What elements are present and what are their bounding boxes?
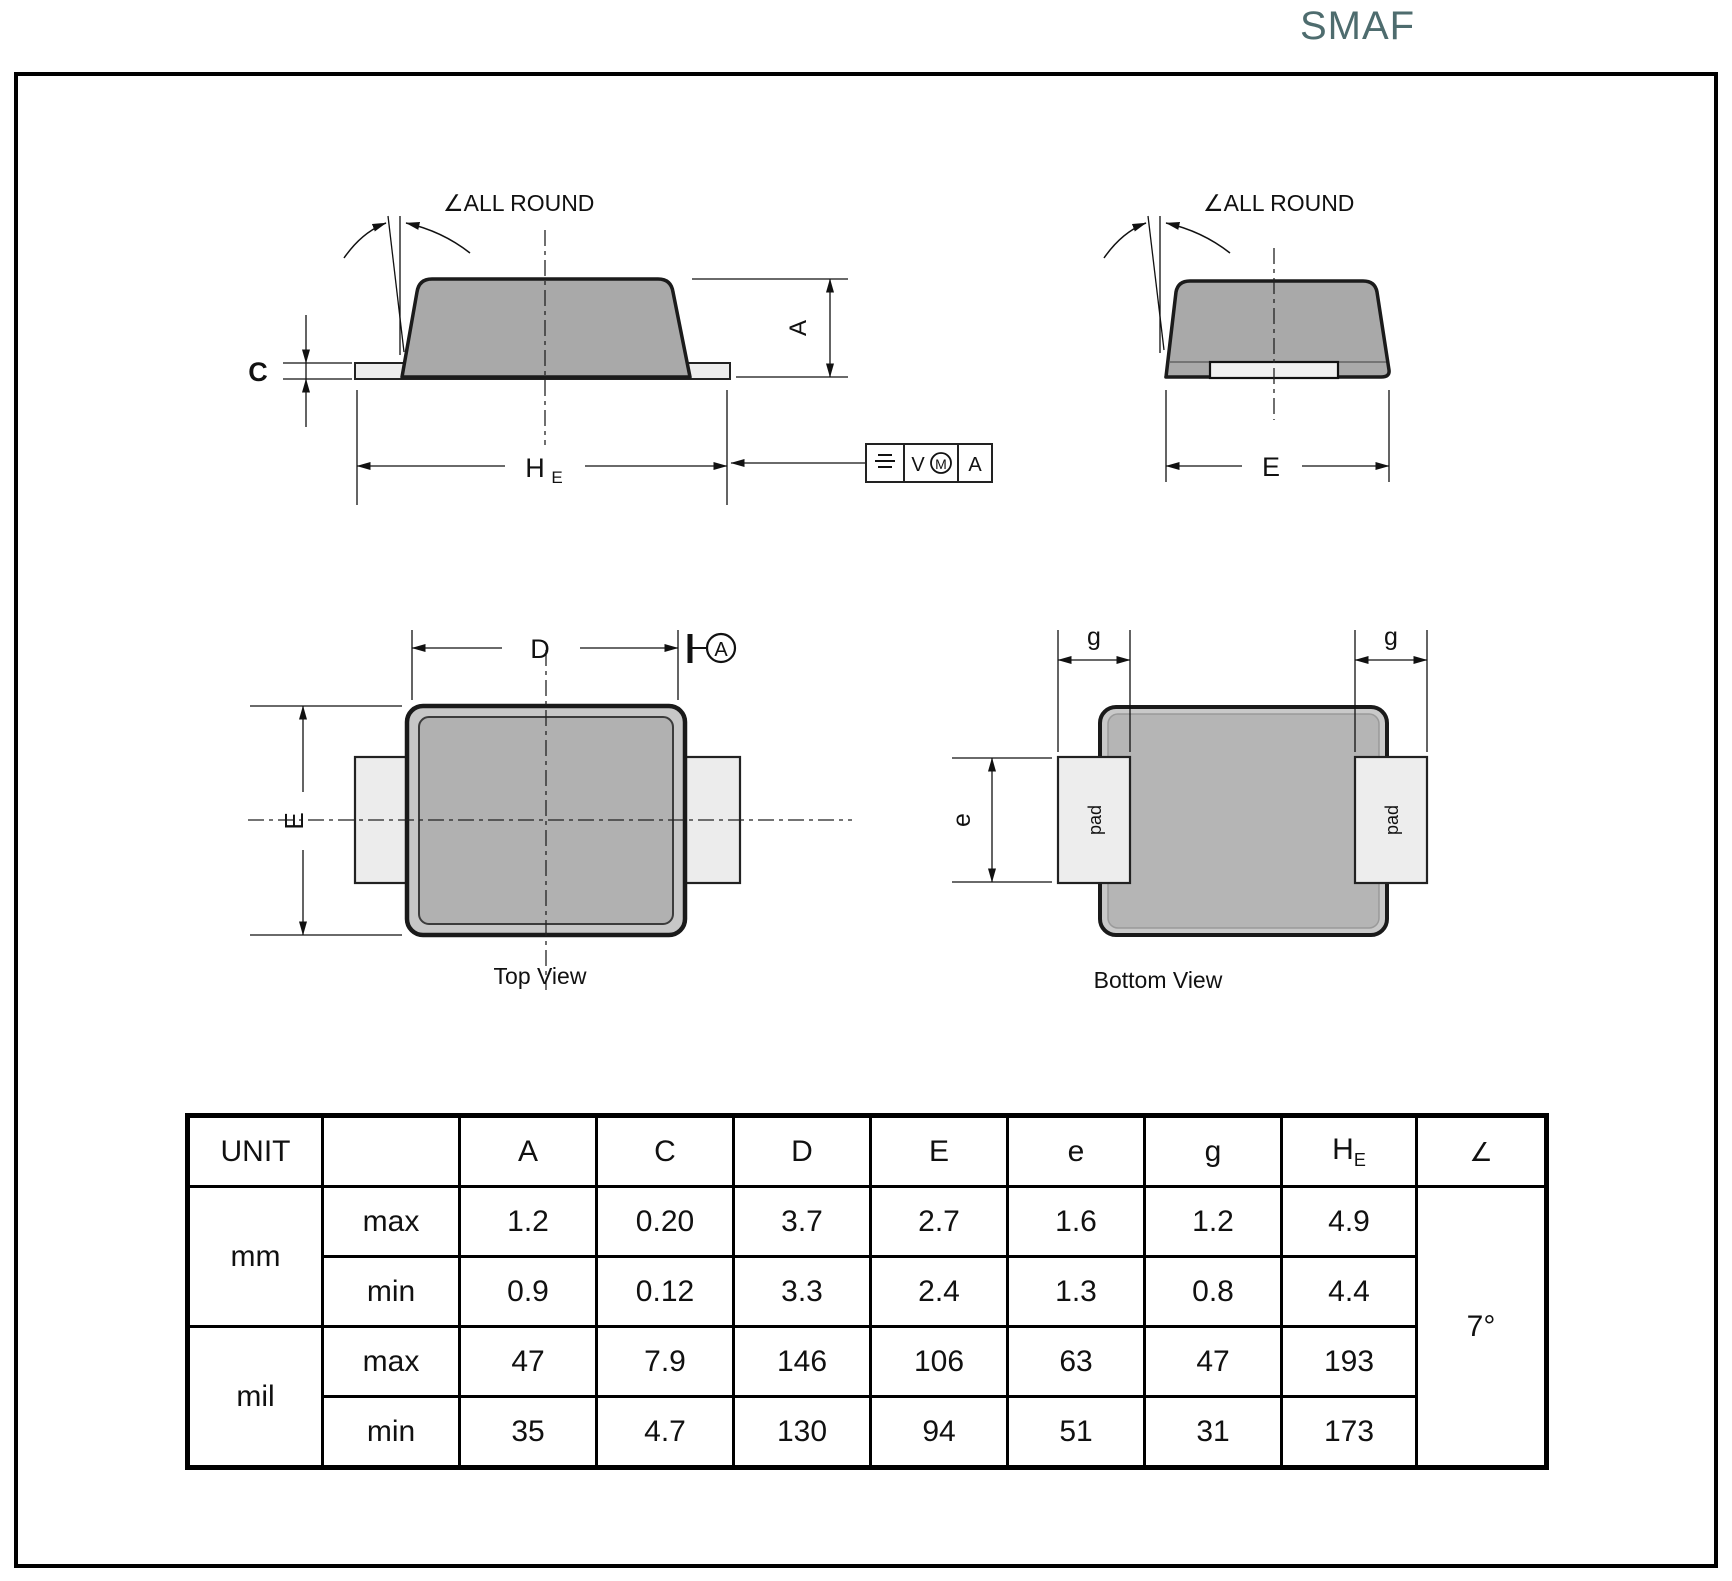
cell-mm-min-g: 0.8 [1145,1257,1282,1327]
end-dim-e-label: E [1261,452,1281,482]
header-angle [1417,1116,1547,1187]
top-view [248,630,852,990]
cell-angle-value: 7° [1417,1187,1547,1468]
cell-mil-max-a: 47 [460,1327,597,1397]
fcf-modifier: M [935,456,947,472]
top-datum-a [690,634,735,663]
header-he-main: H [1332,1132,1354,1166]
bottom-view [948,623,1427,993]
cell-mm-max-c: 0.20 [597,1187,734,1257]
top-dim-e-label: E [279,812,309,830]
bottom-dim-g-right-label: g [1384,623,1398,651]
fcf-tolerance: V [911,454,925,476]
cell-mm-max-e2: 1.6 [1008,1187,1145,1257]
header-e: E [871,1116,1008,1187]
header-blank [323,1116,460,1187]
page-title: SMAF [1300,4,1416,48]
table-row-mm-min [188,1257,1547,1327]
row-label-min: min [323,1397,460,1468]
cell-mm-min-d: 3.3 [734,1257,871,1327]
header-unit: UNIT [188,1116,323,1187]
bottom-pad-right-label: pad [1382,804,1402,836]
bottom-pad-left-label: pad [1085,804,1105,836]
header-he-sub: E [1353,1149,1366,1170]
cell-mil-min-d: 130 [734,1397,871,1468]
top-datum-a-label: A [714,639,728,661]
cell-mm-min-a: 0.9 [460,1257,597,1327]
cell-mil-max-e: 106 [871,1327,1008,1397]
bottom-dim-e [948,758,1052,882]
end-view [1104,190,1389,482]
side-dim-a-label: A [785,319,812,337]
top-dim-d-label: D [530,634,550,664]
cell-mm-min-e2: 1.3 [1008,1257,1145,1327]
side-angle-note: ∠ALL ROUND [443,190,595,216]
row-label-min: min [323,1257,460,1327]
cell-mm-max-g: 1.2 [1145,1187,1282,1257]
side-dim-c-label: C [248,357,268,387]
cell-mil-min-he: 173 [1282,1397,1417,1468]
side-view [248,190,992,505]
cell-mm-max-he: 4.9 [1282,1187,1417,1257]
cell-mm-max-a: 1.2 [460,1187,597,1257]
row-label-max: max [323,1327,460,1397]
cell-mm-min-c: 0.12 [597,1257,734,1327]
table-row-mil-min [188,1397,1547,1468]
cell-mil-min-e: 94 [871,1397,1008,1468]
row-label-mil: mil [188,1327,323,1468]
table-row-mil-max [188,1327,1547,1397]
end-angle-note: ∠ALL ROUND [1203,190,1355,216]
header-a: A [460,1116,597,1187]
row-label-mm: mm [188,1187,323,1327]
header-d: D [734,1116,871,1187]
cell-mil-max-he: 193 [1282,1327,1417,1397]
feature-control-frame [731,444,992,482]
cell-mil-max-e2: 63 [1008,1327,1145,1397]
side-body [402,279,690,377]
cell-mil-min-e2: 51 [1008,1397,1145,1468]
header-c: C [597,1116,734,1187]
cell-mm-min-e: 2.4 [871,1257,1008,1327]
cell-mil-max-c: 7.9 [597,1327,734,1397]
bottom-body-inner [1108,714,1379,928]
header-g: g [1145,1116,1282,1187]
fcf-datum: A [968,454,982,476]
cell-mil-min-g: 31 [1145,1397,1282,1468]
header-he [1282,1116,1417,1187]
bottom-dim-e-label: e [948,813,976,827]
cell-mil-min-a: 35 [460,1397,597,1468]
table-header-row [188,1116,1547,1187]
bottom-dim-g-left-label: g [1087,623,1101,651]
cell-mil-min-c: 4.7 [597,1397,734,1468]
header-e-small: e [1008,1116,1145,1187]
table-row-mm-max [188,1187,1547,1257]
bottom-view-caption: Bottom View [1093,967,1223,993]
end-dim-e [1166,390,1389,482]
cell-mm-min-he: 4.4 [1282,1257,1417,1327]
cell-mil-max-d: 146 [734,1327,871,1397]
side-dim-he-label: H [525,453,545,483]
dimension-table [185,1113,1549,1470]
side-dim-he-sub: E [551,468,563,487]
cell-mm-max-e: 2.7 [871,1187,1008,1257]
angle-symbol: ∠ [1469,1136,1493,1167]
top-dim-d [412,630,678,700]
top-view-caption: Top View [493,963,587,989]
side-dim-he [357,390,727,505]
row-label-max: max [323,1187,460,1257]
cell-mm-max-d: 3.7 [734,1187,871,1257]
cell-mil-max-g: 47 [1145,1327,1282,1397]
side-dim-c [248,315,352,427]
